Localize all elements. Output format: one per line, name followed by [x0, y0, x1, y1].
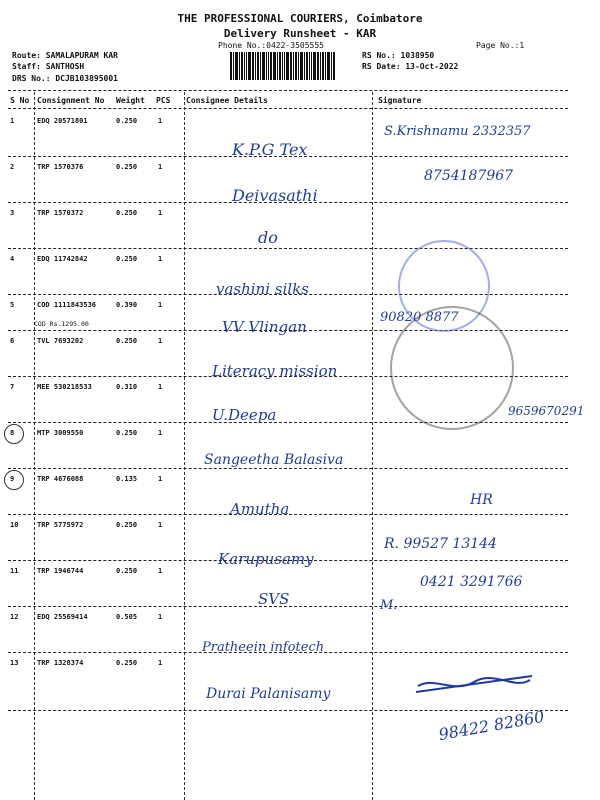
staff-label: Staff: SANTHOSH	[12, 62, 85, 71]
row-sno: 12	[10, 613, 19, 621]
row-pcs: 1	[158, 475, 163, 483]
phone-number: Phone No.:0422-3505555	[218, 41, 324, 50]
rs-date: RS Date: 13-Oct-2022	[362, 62, 459, 71]
row-consignment: MTP 3009550	[37, 429, 84, 437]
row-signature: 90820 8877	[380, 310, 459, 325]
row-pcs: 1	[158, 117, 163, 125]
school-seal-stamp	[390, 306, 514, 430]
col-header-signature: Signature	[378, 96, 422, 105]
row-consignment: TRP 4676088	[37, 475, 84, 483]
row-divider	[8, 560, 568, 561]
row-weight: 0.250	[116, 255, 138, 263]
row-signature: 9659670291	[508, 404, 585, 418]
row-consignee-handwritten: U.Deepa	[212, 406, 277, 424]
row-consignee-handwritten: Sangeetha Balasiva	[204, 452, 344, 468]
drs-number: DRS No.: DCJB103895001	[12, 74, 118, 83]
row-weight: 0.250	[116, 567, 138, 575]
row-sno: 2	[10, 163, 15, 171]
col-header-consignee: Consignee Details	[186, 96, 268, 105]
row-divider	[8, 422, 568, 423]
row-consignment: TRP 1570372	[37, 209, 84, 217]
route-label: Route: SAMALAPURAM KAR	[12, 51, 118, 60]
row-weight: 0.250	[116, 659, 138, 667]
row-consignee-handwritten: Deivasathi	[232, 186, 318, 205]
row-weight: 0.250	[116, 117, 138, 125]
row-divider	[8, 710, 568, 711]
col-header-pcs: PCS	[156, 96, 171, 105]
row-consignee-handwritten: Karupusamy	[218, 550, 314, 568]
row-consignment: TVL 7693202	[37, 337, 84, 345]
header-rule-bottom	[8, 108, 568, 109]
row-divider	[8, 652, 568, 653]
row-consignee-handwritten: Literacy mission	[212, 362, 338, 380]
row-pcs: 1	[158, 337, 163, 345]
row-consignment: MEE 530218533	[37, 383, 92, 391]
row-pcs: 1	[158, 255, 163, 263]
row-consignment: TRP 1946744	[37, 567, 84, 575]
col-header-weight: Weight	[116, 96, 145, 105]
row-consignee-handwritten: K.P.G Tex	[232, 140, 308, 159]
row-pcs: 1	[158, 521, 163, 529]
row-signature: 8754187967	[424, 168, 514, 184]
cod-amount: COD Rs.1295.00	[34, 320, 89, 328]
company-title: THE PROFESSIONAL COURIERS, Coimbatore	[177, 12, 423, 25]
col-header-sno: S No	[10, 96, 30, 105]
runsheet-subtitle: Delivery Runsheet - KAR	[223, 27, 377, 40]
row-pcs: 1	[158, 301, 163, 309]
row-consignee-handwritten: vashini silks	[216, 280, 309, 298]
row-sno: 4	[10, 255, 15, 263]
row-consignee-handwritten: SVS	[258, 590, 290, 608]
row-divider	[8, 606, 568, 607]
row-consignment: EDQ 20571801	[37, 117, 88, 125]
row-divider	[8, 248, 568, 249]
row-pcs: 1	[158, 383, 163, 391]
row-sno: 1	[10, 117, 15, 125]
row-weight: 0.310	[116, 383, 138, 391]
row-consignment: TRP 5775972	[37, 521, 84, 529]
row-signature: 0421 3291766	[420, 574, 523, 590]
row-weight: 0.250	[116, 521, 138, 529]
header-rule-top	[8, 90, 568, 91]
row-signature: R. 99527 13144	[384, 536, 497, 552]
row-signature: S.Krishnamu 2332357	[384, 124, 531, 139]
col-divider	[184, 92, 185, 800]
row-sno: 10	[10, 521, 19, 529]
row-consignment: COD 1111843536	[37, 301, 97, 309]
row-consignee-handwritten: Pratheein infotech	[202, 640, 325, 655]
row-divider	[8, 468, 568, 469]
row-signature: HR	[470, 492, 493, 508]
row-divider	[8, 156, 568, 157]
row-sno: 13	[10, 659, 19, 667]
page-number: Page No.:1	[476, 41, 525, 50]
row-consignee-handwritten: do	[258, 228, 278, 247]
footer-phone-note: 98422 82860	[437, 706, 546, 745]
row-sno: 5	[10, 301, 15, 309]
row-weight: 0.250	[116, 429, 138, 437]
col-divider	[372, 92, 373, 800]
row-consignee-handwritten: VV Vlingan	[222, 318, 307, 336]
row-pcs: 1	[158, 209, 163, 217]
row-divider	[8, 202, 568, 203]
row-pcs: 1	[158, 659, 163, 667]
row-divider	[8, 514, 568, 515]
col-header-consignment: Consignment No	[37, 96, 105, 105]
row-consignee-handwritten: Durai Palanisamy	[206, 686, 331, 702]
row-weight: 0.390	[116, 301, 138, 309]
row-sno: 7	[10, 383, 15, 391]
row-pcs: 1	[158, 567, 163, 575]
row-signature: M.	[380, 598, 398, 613]
row-weight: 0.505	[116, 613, 138, 621]
row-sno: 6	[10, 337, 15, 345]
row-sno: 9	[10, 475, 15, 483]
row-pcs: 1	[158, 163, 163, 171]
rs-number: RS No.: 1038950	[362, 51, 435, 60]
row-weight: 0.250	[116, 337, 138, 345]
row-sno: 8	[10, 429, 15, 437]
row-consignment: EDQ 25569414	[37, 613, 88, 621]
row-consignment: TRP 1570376	[37, 163, 84, 171]
row-weight: 0.250	[116, 209, 138, 217]
row-consignee-handwritten: Amutha	[230, 500, 290, 518]
row-sno: 3	[10, 209, 15, 217]
row-pcs: 1	[158, 429, 163, 437]
row-consignment: TRP 1328374	[37, 659, 84, 667]
row-consignment: EDQ 11742842	[37, 255, 88, 263]
row-weight: 0.135	[116, 475, 138, 483]
row-sno: 11	[10, 567, 19, 575]
row-pcs: 1	[158, 613, 163, 621]
row-weight: 0.250	[116, 163, 138, 171]
struck-signature-mark	[414, 670, 534, 700]
barcode	[230, 52, 352, 80]
col-divider	[34, 92, 35, 800]
